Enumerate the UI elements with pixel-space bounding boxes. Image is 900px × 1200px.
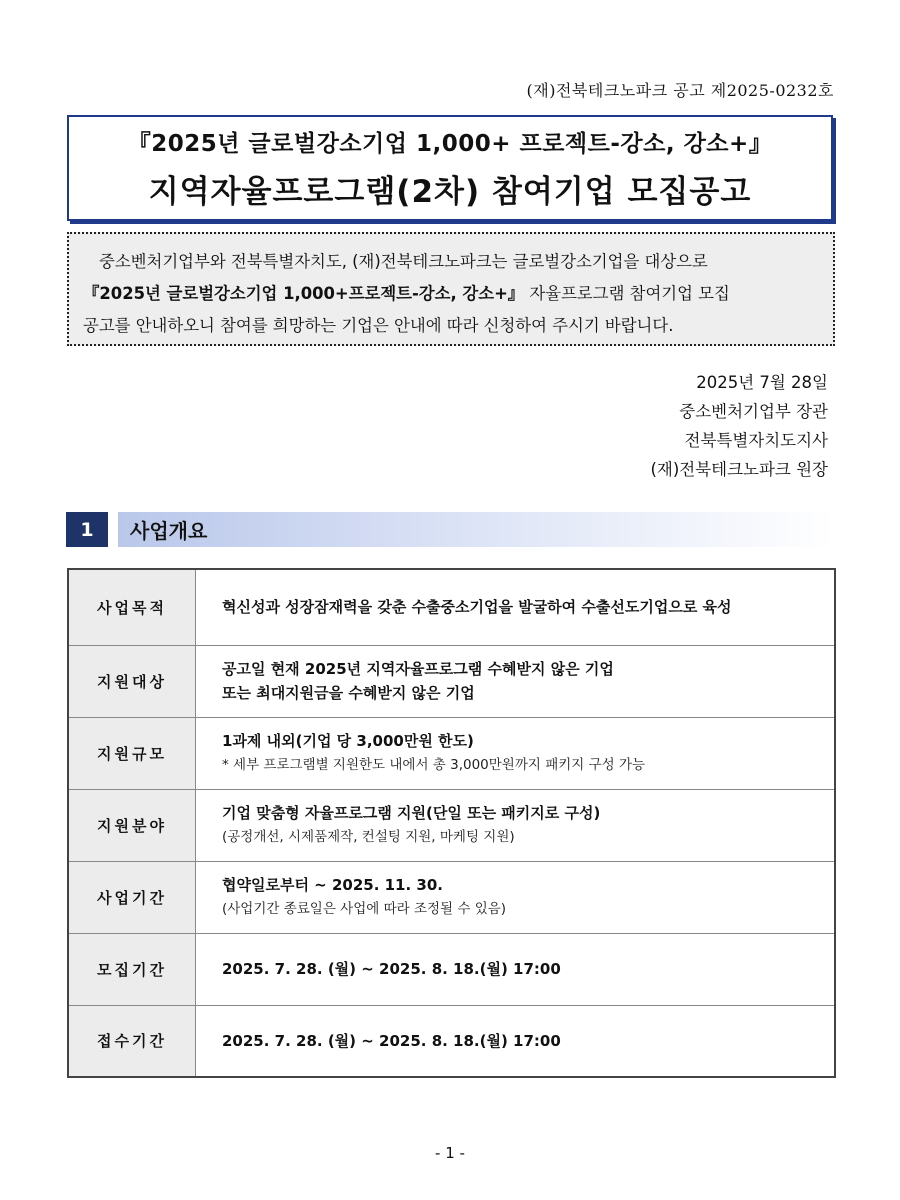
page-number: - 1 - [435, 1144, 465, 1162]
row-sub-text: (공정개선, 시제품제작, 컨설팅 지원, 마케팅 지원) [222, 829, 515, 845]
row-main-text: 1과제 내외(기업 당 3,000만원 한도) [222, 732, 474, 750]
row-value [196, 933, 836, 1005]
section-title: 사업개요 [118, 512, 834, 547]
row-label: 모집기간 [68, 933, 196, 1005]
row-sub-text: (사업기간 종료일은 사업에 따라 조정될 수 있음) [222, 901, 507, 917]
row-label: 지원분야 [68, 789, 196, 861]
row-value [196, 717, 836, 789]
table-row [68, 569, 835, 645]
title-box [67, 115, 833, 221]
table-row [68, 789, 835, 861]
intro-line-3: 공고를 안내하오니 참여를 희망하는 기업은 안내에 따라 신청하여 주시기 바랍니다. [83, 316, 674, 335]
overview-table [67, 568, 836, 1078]
row-label: 사업목적 [68, 569, 196, 645]
row-sub-text: * 세부 프로그램별 지원한도 내에서 총 3,000만원까지 패키지 구성 가능 [222, 757, 646, 773]
title-line-2: 지역자율프로그램(2차) 참여기업 모집공고 [148, 174, 752, 210]
intro-program-name: 『2025년 글로벌강소기업 1,000+프로젝트-강소, 강소+』 [83, 284, 525, 303]
table-row [68, 861, 835, 933]
row-label: 지원규모 [68, 717, 196, 789]
intro-line-2-rest: 자율프로그램 참여기업 모집 [524, 284, 730, 303]
issuer-1: 중소벤처기업부 장관 [679, 402, 828, 421]
notice-number: (재)전북테크노파크 공고 제2025-0232호 [526, 81, 834, 100]
row-main-text: 기업 맞춤형 자율프로그램 지원(단일 또는 패키지로 구성) [222, 804, 601, 822]
row-value [196, 1005, 836, 1077]
row-main-text: 협약일로부터 ~ 2025. 11. 30. [222, 876, 443, 894]
table-row [68, 645, 835, 717]
intro-line-2 [83, 278, 819, 310]
row-value [196, 569, 836, 645]
announce-date: 2025년 7월 28일 [696, 373, 828, 392]
row-main-text: 2025. 7. 28. (월) ~ 2025. 8. 18.(월) 17:00 [222, 960, 561, 978]
row-main-text: 공고일 현재 2025년 지역자율프로그램 수혜받지 않은 기업 [222, 660, 614, 678]
table-row [68, 933, 835, 1005]
row-label: 지원대상 [68, 645, 196, 717]
table-row [68, 717, 835, 789]
row-main-text: 혁신성과 성장잠재력을 갖춘 수출중소기업을 발굴하여 수출선도기업으로 육성 [222, 598, 732, 617]
row-value [196, 861, 836, 933]
row-label: 사업기간 [68, 861, 196, 933]
title-line-1: 『2025년 글로벌강소기업 1,000+ 프로젝트-강소, 강소+』 [127, 131, 773, 157]
table-row [68, 1005, 835, 1077]
row-label: 접수기간 [68, 1005, 196, 1077]
row-main-text-2: 또는 최대지원금을 수혜받지 않은 기업 [222, 684, 475, 702]
intro-line-1: 중소벤처기업부와 전북특별자치도, (재)전북테크노파크는 글로벌강소기업을 대상으로 [99, 252, 708, 271]
intro-box [67, 232, 835, 346]
issuer-block [650, 368, 828, 484]
issuer-3: (재)전북테크노파크 원장 [650, 460, 828, 479]
section-header [66, 512, 834, 547]
row-value [196, 645, 836, 717]
issuer-2: 전북특별자치도지사 [684, 431, 828, 450]
row-value [196, 789, 836, 861]
section-number: 1 [66, 512, 108, 547]
row-main-text: 2025. 7. 28. (월) ~ 2025. 8. 18.(월) 17:00 [222, 1031, 561, 1050]
